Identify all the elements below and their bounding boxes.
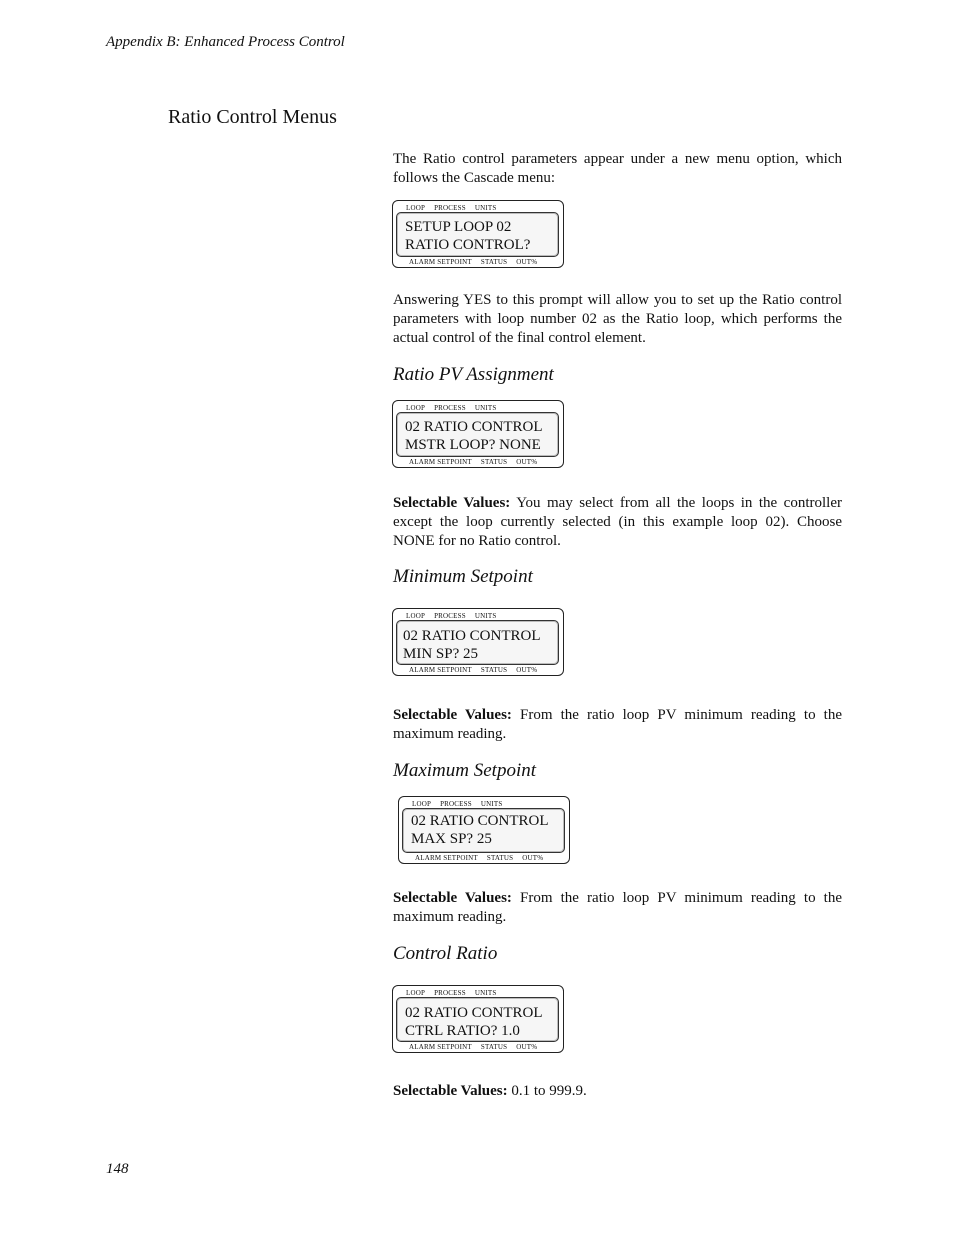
- lcd-display-min-sp: [392, 608, 564, 676]
- lcd-label-units: UNITS: [474, 404, 497, 412]
- selectable-values-label: Selectable Values:: [393, 890, 512, 906]
- lcd-display-ctrl-ratio: [392, 985, 564, 1053]
- lcd-top-labels: [412, 800, 511, 808]
- subheading-ratio-pv-assignment: Ratio PV Assignment: [393, 364, 554, 385]
- selectable-values-text: From the ratio loop PV minimum reading to the maximum reading.: [393, 890, 842, 925]
- selectable-values-label: Selectable Values:: [393, 495, 511, 511]
- intro-paragraph: The Ratio control parameters appear under a new menu option, which follows the Cascade menu:: [393, 151, 842, 186]
- lcd-top-labels: [406, 989, 505, 997]
- selectable-values-max-sp: [393, 889, 842, 927]
- lcd-label-process: PROCESS: [434, 612, 466, 620]
- selectable-values-ctrl-ratio: [393, 1082, 842, 1101]
- lcd-label-units: UNITS: [474, 989, 497, 997]
- lcd-label-units: UNITS: [474, 612, 497, 620]
- lcd-label-status: STATUS: [480, 1043, 508, 1051]
- lcd-display-max-sp: [398, 796, 570, 864]
- lcd-label-alarm-setpoint: ALARM SETPOINT: [409, 1043, 472, 1051]
- lcd-label-alarm-setpoint: ALARM SETPOINT: [409, 458, 472, 466]
- lcd-screen: [396, 997, 559, 1042]
- lcd-line-2: MAX SP? 25: [411, 831, 492, 847]
- lcd-label-loop: LOOP: [406, 989, 426, 997]
- lcd-bottom-labels: [415, 854, 552, 862]
- selectable-values-ratio-pv: [393, 494, 842, 551]
- lcd-screen: [396, 212, 559, 257]
- lcd-label-process: PROCESS: [434, 989, 466, 997]
- lcd-line-1: SETUP LOOP 02: [405, 219, 512, 235]
- lcd-label-out: OUT%: [522, 854, 544, 862]
- selectable-values-label: Selectable Values:: [393, 707, 512, 723]
- lcd-line-1: 02 RATIO CONTROL: [405, 1005, 543, 1021]
- section-title: Ratio Control Menus: [168, 106, 337, 128]
- selectable-values-text: 0.1 to 999.9.: [507, 1083, 587, 1099]
- running-header: Appendix B: Enhanced Process Control: [106, 34, 345, 50]
- lcd-bottom-labels: [409, 258, 546, 266]
- lcd-label-alarm-setpoint: ALARM SETPOINT: [409, 258, 472, 266]
- lcd-line-2: CTRL RATIO? 1.0: [405, 1023, 520, 1039]
- lcd-label-out: OUT%: [516, 1043, 538, 1051]
- selectable-values-min-sp: [393, 706, 842, 744]
- lcd-label-out: OUT%: [516, 666, 538, 674]
- lcd-label-status: STATUS: [486, 854, 514, 862]
- lcd-bottom-labels: [409, 1043, 546, 1051]
- lcd-screen: [402, 808, 565, 853]
- lcd-label-out: OUT%: [516, 258, 538, 266]
- lcd-line-2: MIN SP? 25: [403, 646, 479, 662]
- lcd-label-loop: LOOP: [406, 204, 426, 212]
- subheading-minimum-setpoint: Minimum Setpoint: [393, 566, 533, 587]
- lcd-line-1: 02 RATIO CONTROL: [403, 628, 541, 644]
- lcd-label-out: OUT%: [516, 458, 538, 466]
- lcd-label-process: PROCESS: [440, 800, 472, 808]
- lcd-label-status: STATUS: [480, 258, 508, 266]
- lcd-label-loop: LOOP: [406, 612, 426, 620]
- lcd-top-labels: [406, 612, 505, 620]
- lcd-display-mstr-loop: [392, 400, 564, 468]
- lcd-label-alarm-setpoint: ALARM SETPOINT: [415, 854, 478, 862]
- subheading-maximum-setpoint: Maximum Setpoint: [393, 760, 537, 781]
- lcd-display-setup: [392, 200, 564, 268]
- lcd-screen: [396, 620, 559, 665]
- lcd-label-process: PROCESS: [434, 404, 466, 412]
- lcd-label-process: PROCESS: [434, 204, 466, 212]
- lcd-label-status: STATUS: [480, 666, 508, 674]
- lcd-label-units: UNITS: [480, 800, 503, 808]
- lcd-screen: [396, 412, 559, 457]
- lcd-line-1: 02 RATIO CONTROL: [405, 419, 543, 435]
- selectable-values-label: Selectable Values:: [393, 1083, 508, 1099]
- lcd-bottom-labels: [409, 666, 546, 674]
- lcd-label-status: STATUS: [480, 458, 508, 466]
- lcd-label-alarm-setpoint: ALARM SETPOINT: [409, 666, 472, 674]
- lcd-line-2: MSTR LOOP? NONE: [405, 437, 541, 453]
- lcd-top-labels: [406, 404, 505, 412]
- lcd-label-units: UNITS: [474, 204, 497, 212]
- lcd-line-2: RATIO CONTROL?: [405, 237, 531, 253]
- lcd-label-loop: LOOP: [406, 404, 426, 412]
- lcd-bottom-labels: [409, 458, 546, 466]
- selectable-values-text: From the ratio loop PV minimum reading to the maximum reading.: [393, 707, 842, 742]
- lcd-top-labels: [406, 204, 505, 212]
- answer-paragraph: Answering YES to this prompt will allow you to set up the Ratio control parameters with loop number 02 as the Ratio loop, which performs the actual control of the final control element.: [393, 292, 842, 346]
- subheading-control-ratio: Control Ratio: [393, 943, 498, 964]
- selectable-values-text: You may select from all the loops in the controller except the loop currently selected (in this example loop 02). Choose NONE for no Ratio control.: [393, 495, 842, 549]
- page-number: 148: [106, 1161, 129, 1177]
- lcd-label-loop: LOOP: [412, 800, 432, 808]
- lcd-line-1: 02 RATIO CONTROL: [411, 813, 549, 829]
